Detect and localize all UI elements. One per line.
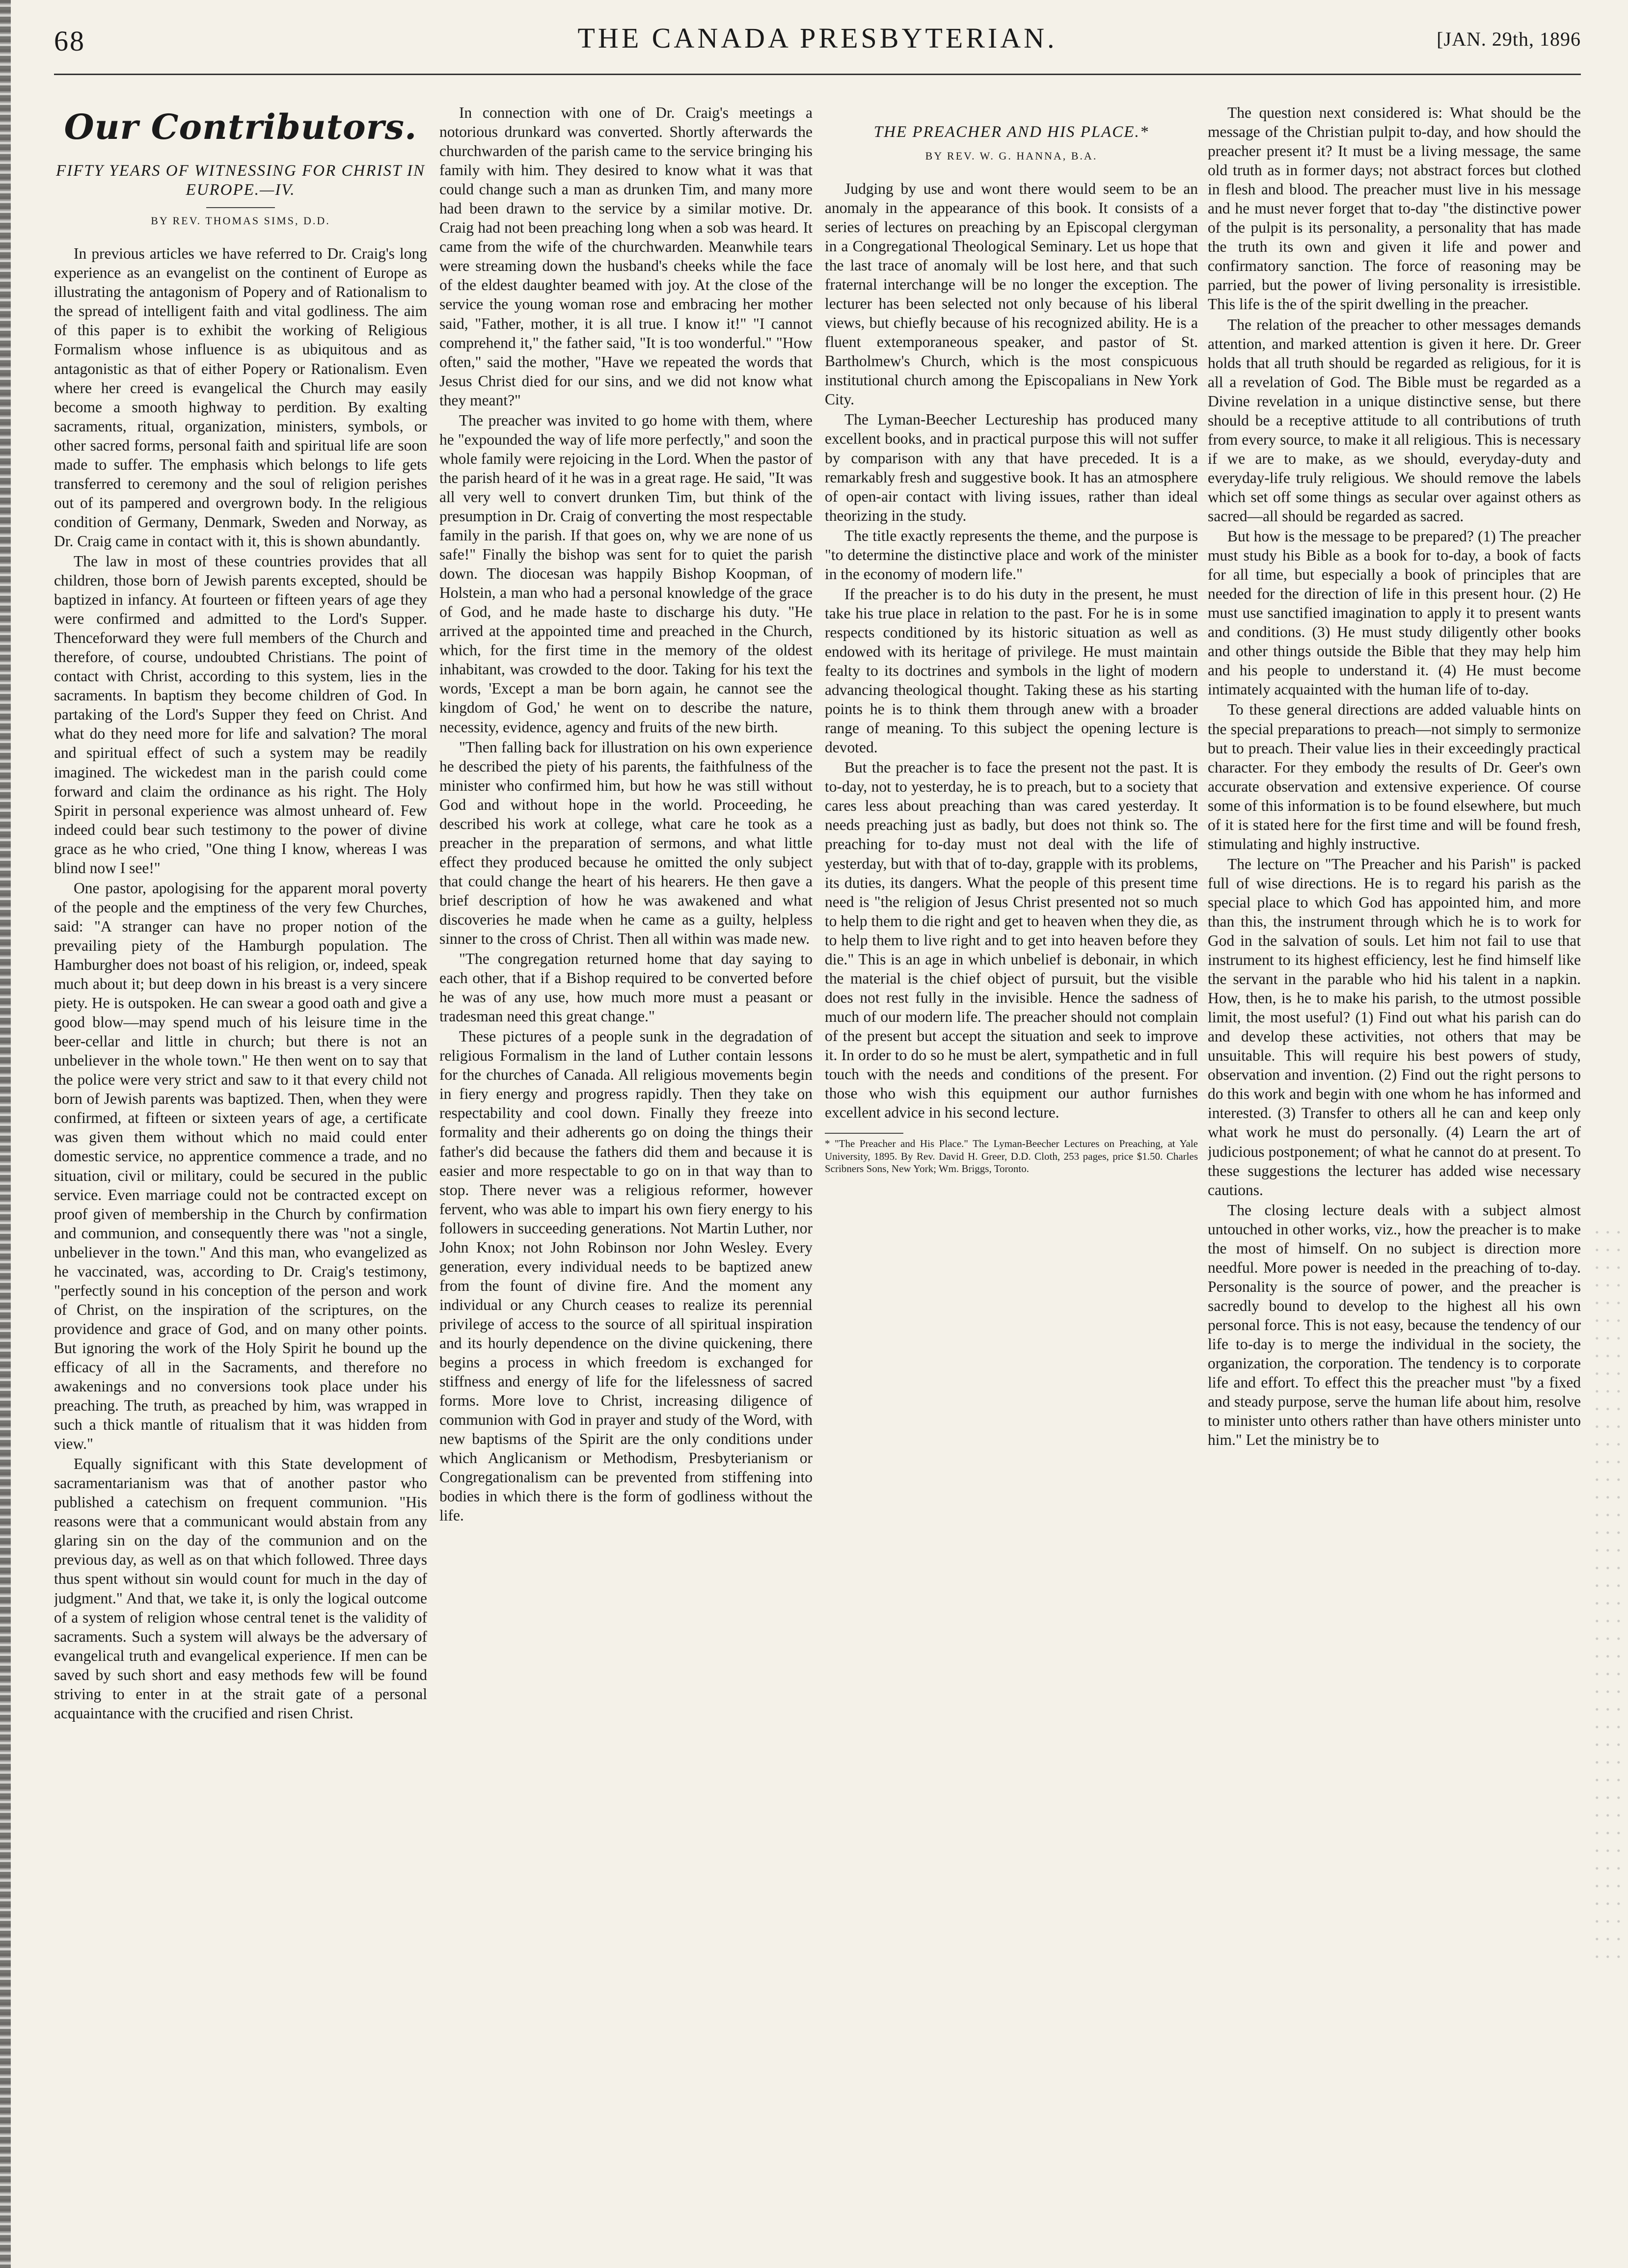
article2-paragraph: The Lyman-Beecher Lectureship has produced many excellent books, and in practical purpose this will not suffer by comparison with any that have preceded. It is a remarkably fresh and suggestive book. It has an atmosphere of open-air contact with living issues, rather than ideal theorizing in the study. — [825, 411, 1198, 524]
article2-paragraph: To these general directions are added valuable hints on the special preparations to preach—not simply to sermonize but to preach. Their value lies in their exceedingly practical character. For they embody the results of Dr. Geer's own accurate observation and extensive experience. Of course some of this information is to be found elsewhere, but much of it is stated here for the first time and will be found fresh, stimulating and highly instructive. — [1208, 701, 1581, 853]
newspaper-title: THE CANADA PRESBYTERIAN. — [577, 22, 1058, 54]
scan-margin-specks — [1593, 1227, 1622, 1963]
department-heading: Our Contributors. — [64, 107, 417, 147]
column-3 — [825, 103, 1198, 2204]
column-2 — [439, 103, 813, 2204]
footnote-rule — [825, 1133, 903, 1134]
masthead-rule — [54, 74, 1581, 75]
issue-date: [JAN. 29th, 1896 — [1437, 28, 1581, 50]
page-number: 68 — [54, 25, 85, 57]
article1-paragraph: In previous articles we have referred to Dr. Craig's long experience as an evangelist on the continent of Europe as illustrating the antagonism of Popery and of Rationalism to the spread of intelligent faith and vital godliness. The aim of this paper is to exhibit the working of Religious Formalism whose influence is as ubiquitous and as antagonistic as that of either Popery or Rationalism. Even where her creed is evangelical the Church may easily become a smooth highway to perdition. By exalting sacraments, ritual, organization, ministers, symbols, or other sacred forms, personal faith and spiritual life are soon made to suffer. The emphasis which belongs to life gets transferred to ceremony and the soul of religion perishes out of its pampered and overgrown body. In the religious condition of Germany, Denmark, Sweden and Norway, as Dr. Craig came in contact with it, this is shown abundantly. — [54, 245, 427, 550]
article1-byline: BY REV. THOMAS SIMS, D.D. — [151, 214, 330, 227]
article1-paragraph: In connection with one of Dr. Craig's meetings a notorious drunkard was converted. Shortly afterwards the churchwarden of the parish came to the service bringing his family with him. They desired to know what it was that could change such a man as drunken Tim, and many more had been drawn to the service by a similar motive. Dr. Craig had not been preaching long when a sob was heard. It came from the wife of the churchwarden. Meanwhile tears were streaming down the husband's cheeks while the face of the eldest daughter beamed with joy. At the close of the service the young woman rose and embracing her mother said, "Father, mother, it is all true. I know it!" "I cannot comprehend it," the father said, "It is too wonderful." "How often," said the mother, "Have we repeated the words that Jesus Christ died for our sins, and we did not know what they meant?" — [439, 104, 813, 409]
scanned-page-edge — [0, 0, 11, 2268]
article1-paragraph: "Then falling back for illustration on his own experience he described the piety of his parents, the faithfulness of the minister who confirmed him, but how he was still without God and without hope in the world. Proceeding, he described his work at college, what care he took as a preacher in the preparation of sermons, and what little effect they produced because he omitted the only subject that could change the heart of his hearers. He then gave a brief description of how he was awakened and what discoveries he made when he came as a guilty, helpless sinner to the cross of Christ. Then all within was made new. — [439, 738, 813, 948]
article1-paragraph: These pictures of a people sunk in the degradation of religious Formalism in the land of Luther contain lessons for the churches of Canada. All religious movements begin in fiery energy and progress rapidly. Then they take on respectability and cool down. Finally they freeze into formality and their adherents go on doing the things their father's did because the fathers did them and because it is easier and more respectable to go on in that way than to stop. There never was a religious reformer, however fervent, who was able to impart his own fiery energy to his followers in succeeding generations. Not Martin Luther, nor John Knox; not John Robinson nor John Wesley. Every generation, every individual needs to be baptized anew from the fount of divine fire. And the moment any individual or any Church ceases to realize its perennial privilege of access to the source of all spiritual inspiration and its hourly dependence on the divine quickening, there begins a process in which freedom is exchanged for stiffness and energy of life for the lifelessness of sacred forms. More love to Christ, increasing diligence of communion with God in prayer and study of the Word, with new baptisms of the Spirit are the only conditions under which Anglicanism or Methodism, Presbyterianism or Congregationalism can be prevented from stiffening into bodies in which there is the form of godliness without the life. — [439, 1028, 813, 1524]
article1-paragraph: The law in most of these countries provides that all children, those born of Jewish parents excepted, should be baptized in infancy. At fourteen or fifteen years of age they were confirmed and admitted to the Lord's Supper. Thenceforward they were full members of the Church and therefore, of course, undoubted Christians. The point of contact with Christ, according to this system, lies in the sacraments. In baptism they become children of God. In partaking of the Lord's Supper they feed on Christ. And what do they need more for life and salvation? The moral and spiritual effect of such a system may be readily imagined. The wickedest man in the parish could come forward and claim the ordinance as his right. The Holy Spirit in personal experience was almost unheard of. Few indeed could bear such testimony to the power of divine grace as he who cried, "One thing I know, whereas I was blind now I see!" — [54, 553, 427, 877]
column-4 — [1208, 103, 1581, 2204]
article1-paragraph: The preacher was invited to go home with them, where he "expounded the way of life more perfectly," and soon the whole family were rejoicing in the Lord. When the pastor of the parish heard of it he was in a great rage. He said, "It was all very well to convert drunken Tim, but think of the presumption in Dr. Craig of converting the most respectable family in the parish. If that goes on, why we are none of us safe!" Finally the bishop was sent for to quiet the parish down. The diocesan was happily Bishop Koopman, of Holstein, a man who had a personal knowledge of the grace of God, and he made haste to discharge his duty. "He arrived at the appointed time and preached in the Church, which, for the first time in the memory of the oldest inhabitant, was crowded to the door. Taking for his text the words, 'Except a man be born again, he cannot see the kingdom of God,' he went on to describe the nature, necessity, evidence, agency and fruits of the new birth. — [439, 411, 813, 736]
article2-paragraph: But the preacher is to face the present not the past. It is to-day, not to yesterday, he is to preach, but to a society that cares less about preaching than was cared yesterday. It needs preaching just as badly, but does not think so. The preaching for to-day must not deal with the life of yesterday, but with that of to-day, grapple with its problems, its duties, its dangers. What the people of this present time need is "the religion of Jesus Christ presented not so much to help them to die right and get to heaven when they die, as to help them to live right and to get into heaven before they die." This is an age in which unbelief is debonair, in which the material is the chief object of pursuit, but the visible does not rest fully in the invisible. Hence the sadness of much of our modern life. The preacher should not complain of the present but accept the situation and seek to improve it. In order to do so he must be alert, sympathetic and in full touch with the needs and conditions of the present. For those who wish this equipment our author furnishes excellent advice in his second lecture. — [825, 759, 1198, 1121]
title-rule — [206, 207, 275, 208]
article1-paragraph: Equally significant with this State development of sacramentarianism was that of another pastor who published a catechism on frequent communion. "His reasons were that a communicant would abstain from any glaring sin on the day of the communion and on the previous day, as well as on that which followed. Three days thus spent without sin would count for much in the day of judgment." And that, we take it, is only the logical outcome of a system of religion whose central tenet is the validity of sacraments. Such a system will always be the adversary of evangelical truth and evangelical experience. If men can be saved by such short and easy methods few will be found striving to enter in at the strait gate of a personal acquaintance with the crucified and risen Christ. — [54, 1455, 427, 1722]
article2-paragraph: The question next considered is: What should be the message of the Christian pulpit to-day, and how should the preacher present it? It must be a living message, the same old truth as in former days; not abstract forces but clothed in flesh and blood. The preacher must live in his message and he must never forget that to-day "the distinctive power of the pulpit is its personality, a personality that has made the truth its own and given it life and power and confirmatory sanction. The force of reasoning may be parried, but the power of living personality is irresistible. This life is the of the spirit dwelling in the preacher. — [1208, 104, 1581, 313]
article2-paragraph: The lecture on "The Preacher and his Parish" is packed full of wise directions. He is to regard his parish as the special place to which God has appointed him, and more than this, the instrument through which he is to work for God in the salvation of souls. Let him not fail to use that instrument to its highest efficiency, lest he find himself like the servant in the parable who hid his talent in a napkin. How, then, is he to make his parish, to the utmost possible limit, the most useful? (1) Find out what his parish can do and develop these activities, not others that may be unsuitable. This will require his best powers of study, observation and invention. (2) Find out the right persons to do this work and begin with one whom he has informed and interested. (3) Transfer to others all he can and keep only what work he must do personally. (4) Learn the art of judicious postponement; of what he cannot do at present. To these suggestions the lecturer has added wise necessary cautions. — [1208, 855, 1581, 1199]
article1-title: FIFTY YEARS OF WITNESSING FOR CHRIST IN EUROPE.—IV. — [55, 161, 426, 199]
article1-paragraph: One pastor, apologising for the apparent moral poverty of the people and the emptiness of the very few Churches, said: "A stranger can have no proper notion of the prevailing piety of the Hamburgh population. The Hamburgher does not boast of his religion, or, indeed, speak much about it; but deep down in his breast is a very sincere piety. He is outspoken. He can swear a good oath and give a good blow—may spend much of his leisure time in the beer-cellar and little in church; but there is not an unbeliever in the whole town." He then went on to say that the police were very strict and saw to it that every child not born of Jewish parents was baptized. Then, when they were confirmed, at fifteen or sixteen years of age, a certificate was given them without which no maid could enter domestic service, no apprentice commence a trade, and no situation, civil or military, could be secured in the public service. Even marriage could not be contracted except on proof given of membership in the Church by confirmation and communion, and consequently there was "not a single, unbeliever in the town." And this man, who evangelized as he vaccinated, was, according to Dr. Craig's testimony, "perfectly sound in his conception of the person and work of Christ, on the inspiration of the scriptures, on the providence and grace of God, and on many other points. But ignoring the work of the Holy Spirit he bound up the efficacy of all in the Sacraments, and therefore no awakenings and no conversions took place under his preaching. The truth, as preached by him, was wrapped in such a thick mantle of ritualism that it was hidden from view." — [54, 879, 427, 1453]
article2-title: THE PREACHER AND HIS PLACE.* — [873, 123, 1149, 141]
article2-paragraph: Judging by use and wont there would seem to be an anomaly in the appearance of this book. It consists of a series of lectures on preaching by an Episcopal clergyman in a Congregational Theological Seminary. Let us hope that the last trace of anomaly will be lost here, and that such fraternal interchange will be no longer the exception. The lecturer has been selected not only because of his liberal views, but chiefly because of his recognized ability. He is a fluent extemporaneous speaker, and pastor of St. Bartholmew's Church, which is the most conspicuous institutional church among the Episcopalians in New York City. — [825, 180, 1198, 408]
article2-paragraph: If the preacher is to do his duty in the present, he must take his true place in relation to the past. For he is in some respects conditioned by its historic situation as well as endowed with its heritage of privilege. He must maintain fealty to its doctrines and symbols in the light of modern advancing theological thought. Taking these as his starting points he is to think them through anew with a broader range of meaning. To this subject the opening lecture is devoted. — [825, 585, 1198, 756]
article1-paragraph: "The congregation returned home that day saying to each other, that if a Bishop required to be converted before he was of any use, how much more must a peasant or tradesman need this great change." — [439, 950, 813, 1025]
article2-paragraph: The closing lecture deals with a subject almost untouched in other works, viz., how the preacher is to make the most of himself. On no subject is direction more needful. More power is needed in the preaching of to-day. Personality is the source of power, and the preacher is sacredly bound to develop to the highest all his own personal force. This is not easy, because the tendency of our life to-day is to merge the individual in the society, the organization, the corporation. The tendency is to corporate life and effort. To effect this the preacher must "by a fixed and steady purpose, serve the human life about him, resolve to minister unto others rather than have others minister unto him." Let the ministry be to — [1208, 1201, 1581, 1449]
article2-footnote: * "The Preacher and His Place." The Lyman-Beecher Lectures on Preaching, at Yale University, 1895. By Rev. David H. Greer, D.D. Cloth, 253 pages, price $1.50. Charles Scribners Sons, New York; Wm. Briggs, Toronto. — [825, 1138, 1198, 1175]
column-1 — [54, 103, 427, 2204]
article2-paragraph: But how is the message to be prepared? (1) The preacher must study his Bible as a book for to-day, a book of facts for all time, but especially a book of principles that are needed for the direction of life in this present hour. (2) He must use sanctified imagination to apply it to present wants and conditions. (3) He must study diligently other books and other things outside the Bible that they may help him and his people to understand it. (4) He must become intimately acquainted with the human life of to-day. — [1208, 528, 1581, 698]
article2-paragraph: The title exactly represents the theme, and the purpose is "to determine the distinctive place and work of the minister in the economy of modern life." — [825, 527, 1198, 583]
masthead — [54, 22, 1581, 61]
article2-byline: BY REV. W. G. HANNA, B.A. — [925, 149, 1098, 162]
article2-paragraph: The relation of the preacher to other messages demands attention, and marked attention is given it here. Dr. Greer holds that all truth should be regarded as religious, for it is all a revelation of God. The Bible must be regarded as a Divine revelation in a unique distinctive sense, but there should be a receptive attitude to all contributions of truth from every source, to make it all religious. This is necessary if we are to make, as we should, everyday-duty and everyday-life truly religious. We should remove the labels which set off some things as secular over against others as sacred—all should be regarded as sacred. — [1208, 316, 1581, 525]
